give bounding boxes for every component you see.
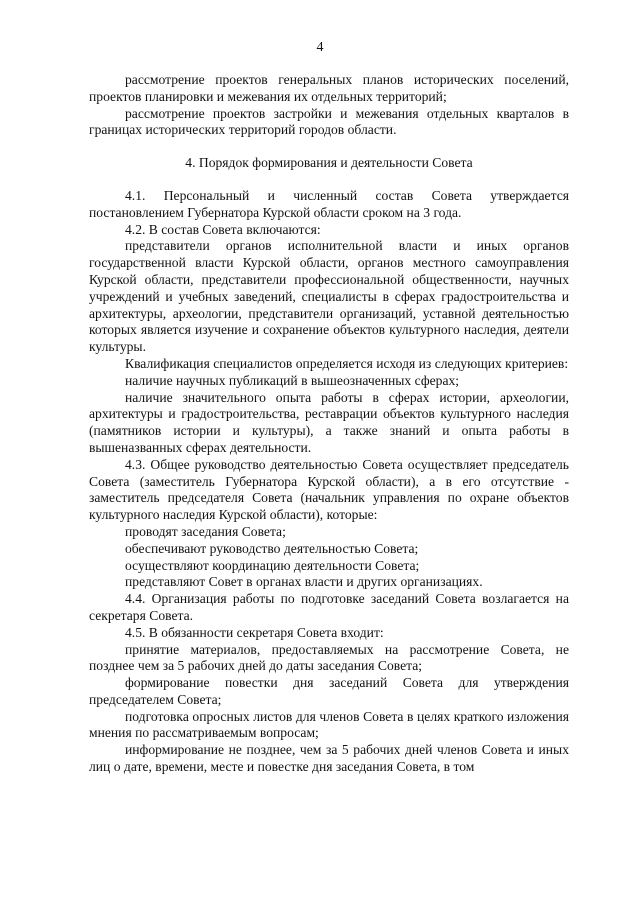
paragraph: Квалификация специалистов определяется исходя из следующих критериев: [125, 355, 569, 371]
document-body [89, 72, 569, 776]
paragraph: проводят заседания Совета; [125, 523, 286, 539]
paragraph: рассмотрение проектов застройки и межевания отдельных кварталов в границах исторических территорий городов области. [89, 105, 569, 138]
paragraph: 4.3. Общее руководство деятельностью Совета осуществляет председатель Совета (заместитель Губернатора Курской области), а в его отсутствие - заместитель председателя Совета (начальник управления по охране объектов культурного наследия Курской области), которые: [89, 456, 569, 523]
paragraph: формирование повестки дня заседаний Совета для утверждения председателем Совета; [89, 675, 569, 707]
paragraph: представляют Совет в органах власти и других организациях. [125, 574, 483, 590]
paragraph: принятие материалов, предоставляемых на рассмотрение Совета, не позднее чем за 5 рабочих дней до даты заседания Совета; [89, 641, 569, 674]
paragraph: осуществляют координацию деятельности Совета; [125, 557, 420, 573]
paragraph: рассмотрение проектов генеральных планов исторических поселений, проектов планировки и межевания их отдельных территорий; [89, 72, 569, 104]
paragraph: информирование не позднее, чем за 5 рабочих дней членов Совета и иных лиц о дате, времени, месте и повестке дня заседания Совета, в том [89, 742, 569, 775]
paragraph: 4.2. В состав Совета включаются: [125, 221, 321, 237]
paragraph: подготовка опросных листов для членов Совета в целях краткого изложения мнения по рассматриваемым вопросам; [89, 708, 569, 741]
paragraph: наличие научных публикаций в вышеозначенных сферах; [125, 372, 460, 388]
paragraph: представители органов исполнительной власти и иных органов государственной власти Курской области, органов местного самоуправления Курской области, представители профессиональной общественности, научных учреждений и учебных заведений, специалисты в сферах градостроительства и архитектуры, археологии, представители организаций, уставной деятельностью которых является изучение и сохранение объектов культурного наследия, деятели культуры. [89, 238, 569, 355]
paragraph: наличие значительного опыта работы в сферах истории, археологии, архитектуры и градостроительства, реставрации объектов культурного наследия (памятников истории и культуры), а также знаний и опыта работы в вышеназванных сферах деятельности. [89, 389, 569, 455]
section-heading: 4. Порядок формирования и деятельности Совета [185, 155, 473, 171]
paragraph: 4.5. В обязанности секретаря Совета входит: [125, 624, 384, 640]
paragraph: обеспечивают руководство деятельностью Совета; [125, 540, 419, 556]
page-number: 4 [316, 40, 324, 55]
paragraph: 4.1. Персональный и численный состав Совета утверждается постановлением Губернатора Курской области сроком на 3 года. [89, 187, 569, 220]
paragraph: 4.4. Организация работы по подготовке заседаний Совета возлагается на секретаря Совета. [89, 591, 569, 623]
